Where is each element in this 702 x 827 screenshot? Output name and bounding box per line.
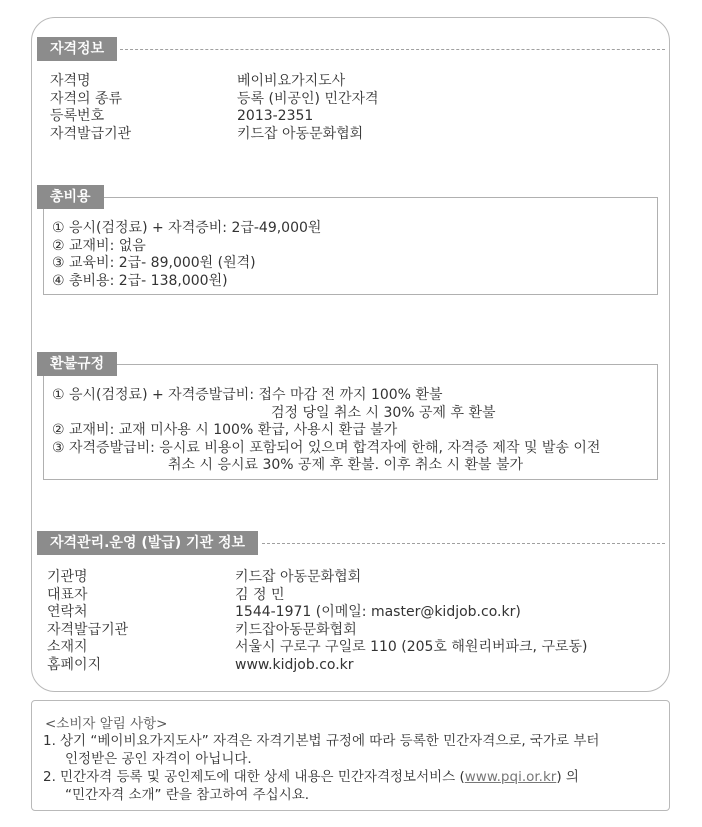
- cost-line: ① 응시(검정료) + 자격증비: 2급-49,000원: [52, 220, 322, 236]
- refund-list: [52, 387, 600, 475]
- info-card: [31, 17, 670, 692]
- row-label: 자격발급기관: [50, 125, 132, 142]
- row-label: 등록번호: [50, 108, 105, 124]
- refund-line: 검정 당일 취소 시 30% 공제 후 환불: [271, 404, 496, 421]
- cost-list: [52, 220, 321, 290]
- notice-item-number: 2.: [43, 769, 56, 785]
- row-label: 기관명: [47, 569, 88, 585]
- row-value: 등록 (비공인) 민간자격: [237, 90, 379, 107]
- cost-line: ② 교재비: 없음: [52, 237, 146, 254]
- notice-item-text: ) 의: [556, 769, 579, 785]
- row-label: 자격명: [50, 73, 91, 89]
- notice-item-2-cont: “민간자격 소개” 란을 참고하여 주십시요.: [65, 787, 310, 803]
- refund-tag: 환불규정: [37, 352, 117, 376]
- qualification-tag: 자격정보: [37, 37, 117, 61]
- row-label: 자격발급기관: [47, 621, 129, 638]
- refund-line: 취소 시 응시료 30% 공제 후 환불. 이후 취소 시 환불 불가: [168, 457, 523, 473]
- refund-line: ② 교재비: 교재 미사용 시 100% 환급, 사용시 환급 불가: [52, 422, 398, 438]
- pqi-link[interactable]: www.pqi.or.kr: [464, 769, 557, 785]
- row-value: 서울시 구로구 구일로 110 (205호 해원리버파크, 구로동): [235, 639, 588, 655]
- cost-line: ④ 총비용: 2급- 138,000원): [52, 272, 228, 289]
- agency-divider: [262, 543, 665, 544]
- agency-tag: 자격관리.운영 (발급) 기관 정보: [37, 531, 258, 555]
- row-value: 베이비요가지도사: [237, 73, 346, 89]
- notice-item-text: 민간자격 등록 및 공인제도에 대한 상세 내용은 민간자격정보서비스 (: [60, 769, 465, 785]
- qualification-divider: [120, 49, 665, 50]
- notice-item-number: 1.: [43, 733, 56, 749]
- row-value: 1544-1971 (이메일: master@kidjob.co.kr): [235, 604, 521, 620]
- row-label: 홈페이지: [47, 656, 102, 673]
- notice-item-text: 상기 “베이비요가지도사” 자격은 자격기본법 규정에 따라 등록한 민간자격으로, 국가로 부터: [60, 733, 600, 749]
- notice-item-2: [43, 768, 579, 786]
- row-label: 대표자: [47, 586, 88, 603]
- row-value: 키드잡 아동문화협회: [235, 569, 362, 585]
- row-value: 김 정 민: [235, 586, 285, 603]
- row-label: 자격의 종류: [50, 90, 123, 107]
- row-label: 소재지: [47, 639, 88, 655]
- cost-tag: 총비용: [37, 185, 104, 209]
- row-value: 2013-2351: [237, 108, 314, 124]
- consumer-notice: [31, 700, 670, 811]
- notice-item-1-cont: 인정받은 공인 자격이 아닙니다.: [65, 751, 252, 767]
- refund-line: ③ 자격증발급비: 응시료 비용이 포함되어 있으며 합격자에 한해, 자격증 제작 및 발송 이전: [52, 439, 601, 456]
- notice-title: <소비자 알림 사항>: [45, 716, 168, 732]
- notice-item-1: [43, 732, 599, 750]
- row-value: 키드잡아동문화협회: [235, 621, 357, 638]
- row-value[interactable]: www.kidjob.co.kr: [235, 656, 354, 673]
- row-label: 연락처: [47, 604, 88, 620]
- refund-line: ① 응시(검정료) + 자격증발급비: 접수 마감 전 까지 100% 환불: [52, 387, 443, 403]
- cost-line: ③ 교육비: 2급- 89,000원 (원격): [52, 255, 256, 271]
- row-value: 키드잡 아동문화협회: [237, 125, 364, 142]
